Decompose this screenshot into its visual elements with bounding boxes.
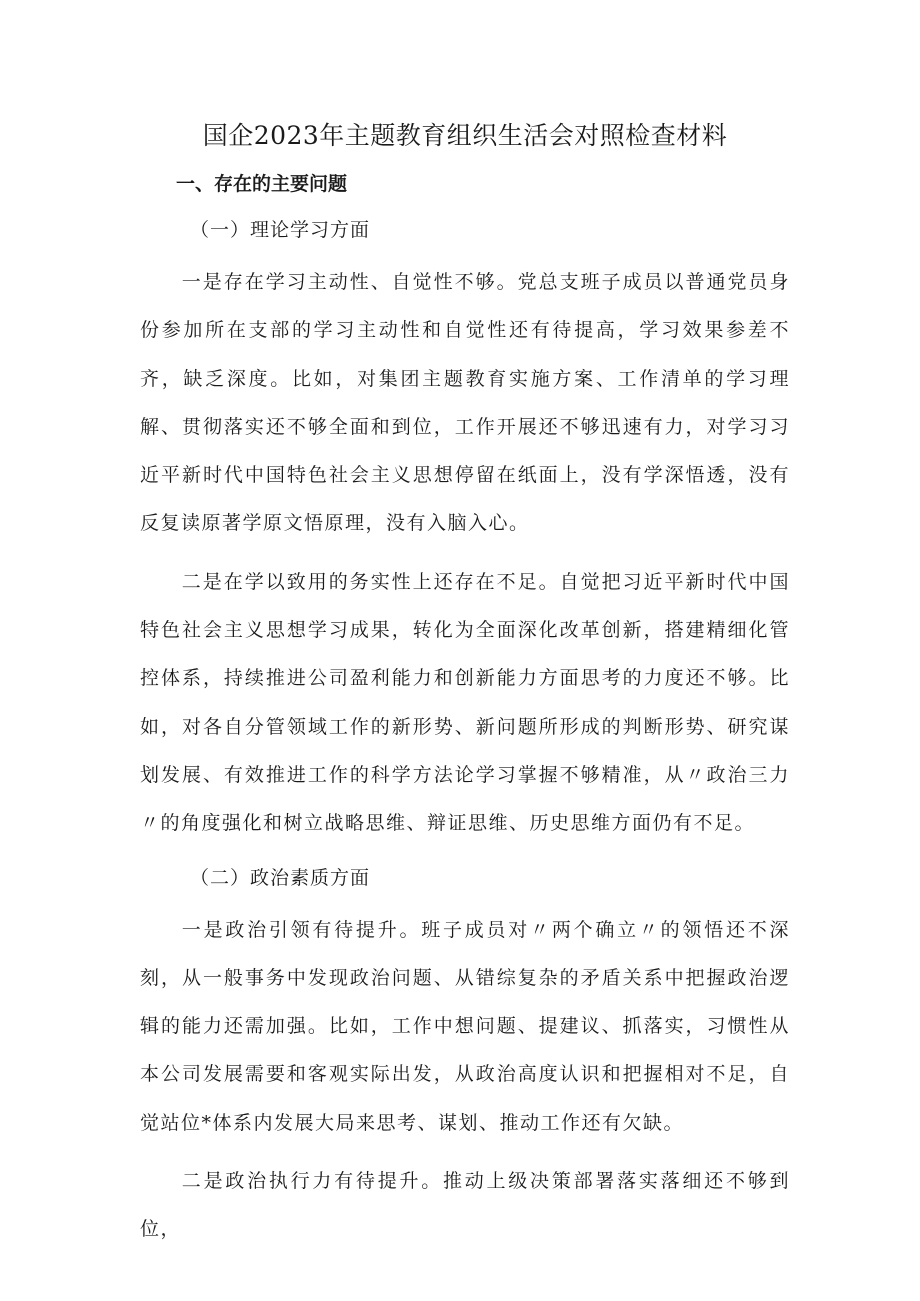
subsection-heading-political-quality: （二）政治素质方面 — [190, 866, 371, 889]
subsection-heading-theory-study: （一）理论学习方面 — [190, 219, 371, 241]
paragraph-study-initiative: 一是存在学习主动性、自觉性不够。党总支班子成员以普通党员身份参加所在支部的学习主动性和自觉性还有待提高，学习效果参差不齐，缺乏深度。比如，对集团主题教育实施方案、工作清单的学习理解、贯彻落实还不够全面和到位，工作开展还不够迅速有力，对学习习近平新时代中国特色社会主义思想停留在纸面上，没有学深悟透，没有反复读原著学原文悟原理，没有入脑入心。 — [140, 271, 790, 535]
section-heading-main-problems: 一、存在的主要问题 — [176, 173, 348, 195]
document-title: 国企2023年主题教育组织生活会对照检查材料 — [202, 121, 728, 150]
paragraph-political-leadership: 一是政治引领有待提升。班子成员对〃两个确立〃的领悟还不深刻，从一般事务中发现政治问题、从错综复杂的矛盾关系中把握政治逻辑的能力还需加强。比如，工作中想问题、提建议、抓落实，习惯性从本公司发展需要和客观实际出发，从政治高度认识和把握相对不足，自觉站位*体系内发展大局来思考、谋划、推动工作还有欠缺。 — [140, 918, 790, 1134]
paragraph-political-execution: 二是政治执行力有待提升。推动上级决策部署落实落细还不够到位， — [140, 1170, 790, 1241]
paragraph-study-application: 二是在学以致用的务实性上还存在不足。自觉把习近平新时代中国特色社会主义思想学习成果，转化为全面深化改革创新，搭建精细化管控体系，持续推进公司盈利能力和创新能力方面思考的力度还不够。比如，对各自分管领域工作的新形势、新问题所形成的判断形势、研究谋划发展、有效推进工作的科学方法论学习掌握不够精准，从〃政治三力〃的角度强化和树立战略思维、辩证思维、历史思维方面仍有不足。 — [140, 570, 790, 835]
